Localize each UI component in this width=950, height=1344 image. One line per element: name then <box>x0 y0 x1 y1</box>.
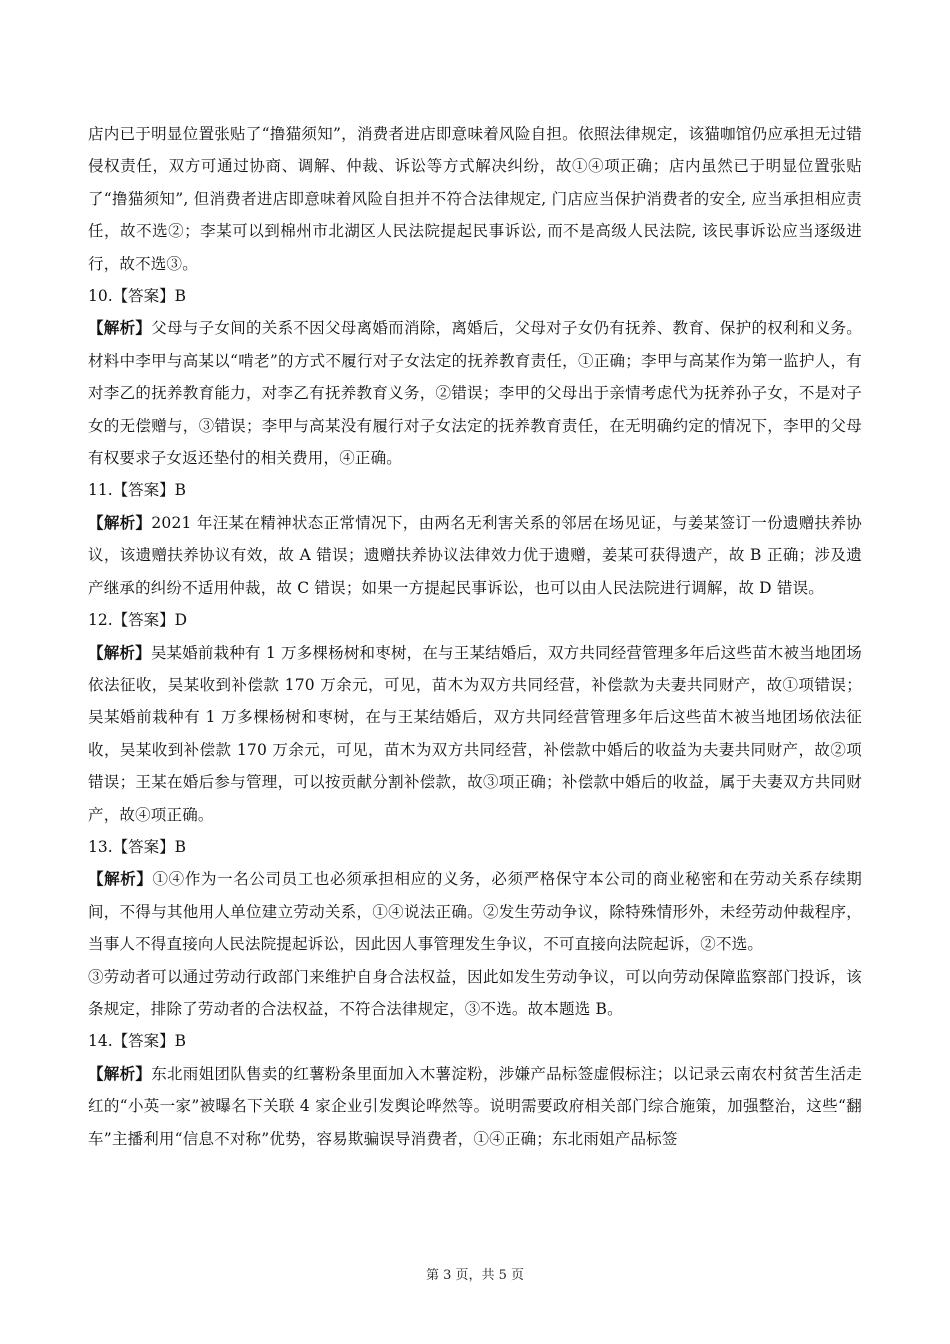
analysis-14 <box>88 1058 862 1155</box>
analysis-text: 2021 年汪某在精神状态正常情况下，由两名无利害关系的邻居在场见证，与姜某签订一份遗赠扶养协议，该遗赠扶养协议有效，故 A 错误；遗赠扶养协议法律效力优于遗赠，姜某可获得遗产，故 B 正确；涉及遗产继承的纠纷不适用仲裁，故 C 错误；如果一方提起民事诉讼，也可以由人民法院进行调解，故 D 错误。 <box>88 513 862 597</box>
analysis-text: ①④作为一名公司员工也必须承担相应的义务，必须严格保守本公司的商业秘密和在劳动关系存续期间，不得与其他用人单位建立劳动关系，①④说法正确。②发生劳动争议，除特殊情形外，未经劳动仲裁程序，当事人不得直接向人民法院提起诉讼，因此因人事管理发生争议，不可直接向法院起诉，②不选。 <box>88 870 862 954</box>
analysis-10 <box>88 312 862 474</box>
answer-13: 13.【答案】B <box>88 837 187 856</box>
analysis-text: 东北雨姐团队售卖的红薯粉条里面加入木薯淀粉，涉嫌产品标签虚假标注；以记录云南农村贫苦生活走红的“小英一家”被曝名下关联 4 家企业引发舆论哗然等。说明需要政府相关部门综合施策，加强整治，这些“翻车”主播利用“信息不对称”优势，容易欺骗误导消费者，①④正确；东北雨姐产品标签 <box>88 1064 862 1148</box>
analysis-label: 【解析】 <box>88 1063 152 1083</box>
page-footer: 第 3 页，共 5 页 <box>425 1268 525 1283</box>
answer-14: 14.【答案】B <box>88 1032 187 1051</box>
analysis-label: 【解析】 <box>88 512 152 532</box>
analysis-13 <box>88 863 862 960</box>
analysis-text: 吴某婚前栽种有 1 万多棵杨树和枣树，在与王某结婚后，双方共同经营管理多年后这些苗木被当地团场依法征收，吴某收到补偿款 170 万余元，可见，苗木为双方共同经营，补偿款为夫妻共同财产，故①项错误；吴某婚前栽种有 1 万多棵杨树和枣树，在与王某结婚后，双方共同经营管理多年后这些苗木被当地团场依法征收，吴某收到补偿款 170 万余元，可见，苗木为双方共同经营，补偿款中婚后的收益为夫妻共同财产，故②项错误；王某在婚后参与管理，可以按贡献分割补偿款，故③项正确；补偿款中婚后的收益，属于夫妻双方共同财产，故④项正确。 <box>88 643 862 824</box>
answer-11: 11.【答案】B <box>88 481 187 500</box>
answer-12: 12.【答案】D <box>88 611 188 630</box>
analysis-12 <box>88 637 862 831</box>
document-body <box>88 118 862 1155</box>
analysis-11 <box>88 507 862 604</box>
analysis-13-continued: ③劳动者可以通过劳动行政部门来维护自身合法权益，因此如发生劳动争议，可以向劳动保障监察部门投诉，该条规定，排除了劳动者的合法权益，不符合法律规定，③不选。故本题选 B。 <box>88 967 862 1018</box>
analysis-label: 【解析】 <box>88 642 151 662</box>
analysis-text: 父母与子女间的关系不因父母离婚而消除，离婚后，父母对子女仍有抚养、教育、保护的权利和义务。材料中李甲与高某以“啃老”的方式不履行对子女法定的抚养教育责任，①正确；李甲与高某作为第一监护人，有对李乙的抚养教育能力，对李乙有抚养教育义务，②错误；李甲的父母出于亲情考虑代为抚养孙子女，不是对子女的无偿赠与，③错误；李甲与高某没有履行对子女法定的抚养教育责任，在无明确约定的情况下，李甲的父母有权要求子女返还垫付的相关费用，④正确。 <box>88 319 862 468</box>
analysis-label: 【解析】 <box>88 318 152 338</box>
analysis-label: 【解析】 <box>88 869 153 889</box>
intro-paragraph: 店内已于明显位置张贴了“撸猫须知”，消费者进店即意味着风险自担。依照法律规定，该猫咖馆仍应承担无过错侵权责任，双方可通过协商、调解、仲裁、诉讼等方式解决纠纷，故①④项正确；店内虽然已于明显位置张贴了“撸猫须知”, 但消费者进店即意味着风险自担并不符合法律规定, 门店应当保护消费者的安全, 应当承担相应责任，故不选②；李某可以到棉州市北湖区人民法院提起民事诉讼, 而不是高级人民法院, 该民事诉讼应当逐级进行，故不选③。 <box>88 125 862 273</box>
answer-10: 10.【答案】B <box>88 287 187 306</box>
